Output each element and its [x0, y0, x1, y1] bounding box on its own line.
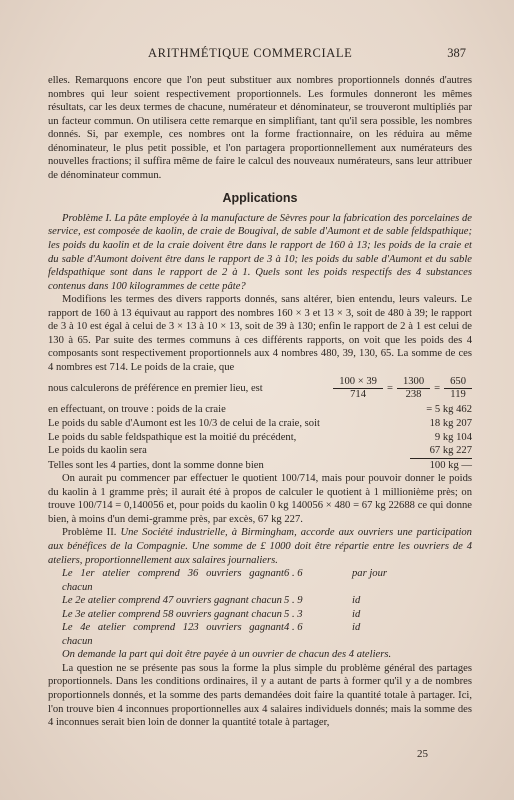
signature-mark: 25 [417, 748, 428, 760]
result-row [48, 431, 472, 445]
equals-sign: = [386, 383, 393, 395]
result-row [48, 444, 472, 459]
problem-2-text: Une Société industrielle, à Birmingham, accorde aux ouvriers une participation aux bénéfices de la Compagnie. Une somme de £ 1000 doit être répartie entre les ouvriers de 4 ateliers, proportionnellement aux salaires journaliers. [48, 527, 472, 566]
workshop-wage: 4 . 6 [284, 622, 303, 634]
intro-paragraph: elles. Remarquons encore que l'on peut substituer aux nombres proportionnels donnés d'autres nombres qui leur soient respectivement proportionnels. Les formules donneront les mêmes résultats, car les deux termes de chacune, numérateur et dénominateur, se trouveront multipliés par un facteur commun. On utilisera cette remarque en simplifiant, tant qu'il sera possible, les nombres donnés. Si, par exemple, ces nombres ont la forme fractionnaire, on les réduira au même dénominateur, le plus petit possible, et l'on partagera proportionnellement aux numérateurs des nouvelles fractions; il suffira même de faire le calcul des nouveaux numérateurs, sans leur attribuer de dénominateur commun. [48, 75, 472, 181]
problem-1-solution: Modifions les termes des divers rapports donnés, sans altérer, bien entendu, leurs valeurs. Le rapport de 160 à 13 équivaut au rapport des nombres 160 × 3 et 13 × 3, soit de 480 à 39; le rapport de 3 à 10 est égal à celui de 3 × 13 à 10 × 13, soit de 39 à 130; enfin le rapport de 2 à 1 est celui de 130 à 65. Par suite des termes communs à ces différents rapports, on voit que les poids des 4 composants sont respectivement proportionnels aux 4 nombres 480, 39, 130, 65. La somme de ces 4 nombres est 714. Le poids de la craie, que [48, 294, 472, 373]
problem-2-question: On demande la part qui doit être payée à un ouvrier de chacun des 4 ateliers. [62, 649, 392, 661]
result-value: 18 kg 207 [429, 418, 472, 430]
result-text: Le poids du sable d'Aumont est les 10/3 de celui de la craie, soit [48, 418, 320, 430]
fraction-line [48, 376, 472, 401]
result-text: en effectuant, on trouve : poids de la craie [48, 404, 226, 416]
problem-2-statement [48, 526, 472, 567]
workshop-wage: 5 . 3 [284, 608, 303, 620]
page-number: 387 [447, 46, 466, 60]
workshop-row [62, 594, 472, 608]
workshop-note: id [352, 595, 361, 607]
result-value: 67 kg 227 [410, 444, 472, 459]
fraction-1-denominator: 714 [350, 389, 367, 401]
fraction-lead: nous calculerons de préférence en premier lieu, est [48, 383, 263, 395]
problem-1-remark: On aurait pu commencer par effectuer le quotient 100/714, mais pour pouvoir donner le poids du kaolin à 1 gramme près; il aurait été à propos de calculer le quotient à 1 millionième près; on trouve 100/714 = 0,140056 et, pour poids du kaolin 0 kg 140056 × 480 = 67 kg 22688 ce qui donne bien, à moins d'un demi-gramme près, par excès, 67 kg 227. [48, 473, 472, 525]
page-body [48, 74, 472, 730]
fraction-group [333, 376, 472, 401]
problem-2-discussion: La question ne se présente pas sous la forme la plus simple du problème général des partages proportionnels. Dans les conditions ordinaires, il y a autant de parts à former qu'il y a de nombres proportionnels donnés, et la somme des parts demandées doit faire la quantité totale à partager. Ici, l'on trouve bien 4 inconnues proportionnelles aux 4 salaires individuels donnés; mais la somme des 4 inconnues serait bien loin de donner la quantité totale à partager, [48, 662, 472, 729]
workshop-note: par jour [352, 568, 388, 580]
problem-1-text: La pâte employée à la manufacture de Sèvres pour la fabrication des porcelaines de service, est composée de kaolin, de craie de Bougival, de sable d'Aumont et de sable feldspathique; les poids du kaolin et de la craie doivent être dans le rapport de 160 à 13; les poids de la craie et du sable d'Aumont doivent être dans le rapport de 3 à 10; les poids du sable d'Aumont et du sable feldspathique sont dans le rapport de 2 à 1. Quels sont les poids respectifs des 4 substances contenus dans 100 kilogrammes de cette pâte? [48, 212, 472, 292]
workshop-row [62, 608, 472, 622]
workshop-label: Le 1er atelier comprend 36 ouvriers gagnant chacun [62, 568, 284, 593]
fraction-3-denominator: 119 [450, 389, 466, 401]
result-row-total [48, 459, 472, 473]
workshop-label: Le 4e atelier comprend 123 ouvriers gagnant chacun [62, 622, 284, 647]
section-title: Applications [222, 191, 298, 206]
result-row [48, 403, 472, 417]
problem-1-label: Problème I. [62, 212, 112, 224]
result-total-value: 100 kg — [429, 459, 472, 471]
result-text: Telles sont les 4 parties, dont la somme donne bien [48, 459, 264, 471]
fraction-2 [397, 376, 430, 401]
result-value: 9 kg 104 [434, 431, 472, 443]
result-text: Le poids du kaolin sera [48, 445, 147, 457]
workshop-note: id [352, 622, 361, 634]
result-value: = 5 kg 462 [426, 404, 472, 416]
page-header [58, 46, 466, 62]
workshop-wage: 6 . 6 [284, 568, 303, 580]
problem-2-label: Problème II. [62, 527, 117, 539]
workshop-list [48, 567, 472, 648]
workshop-row [62, 621, 472, 648]
fraction-3 [444, 376, 472, 401]
problem-1-statement [48, 212, 472, 293]
running-title: ARITHMÉTIQUE COMMERCIALE [148, 46, 353, 60]
equals-sign: = [434, 383, 441, 395]
fraction-2-denominator: 238 [405, 389, 422, 401]
fraction-3-numerator: 650 [444, 376, 472, 389]
workshop-note: id [352, 608, 361, 620]
fraction-1-numerator: 100 × 39 [333, 376, 383, 389]
fraction-1 [333, 376, 383, 401]
result-row [48, 417, 472, 431]
workshop-label: Le 3e atelier comprend 58 ouvriers gagnant chacun [62, 608, 282, 620]
workshop-label: Le 2e atelier comprend 47 ouvriers gagnant chacun [62, 595, 282, 607]
fraction-2-numerator: 1300 [397, 376, 430, 389]
workshop-row [62, 567, 472, 594]
result-text: Le poids du sable feldspathique est la moitié du précédent, [48, 431, 297, 443]
workshop-wage: 5 . 9 [284, 595, 303, 607]
